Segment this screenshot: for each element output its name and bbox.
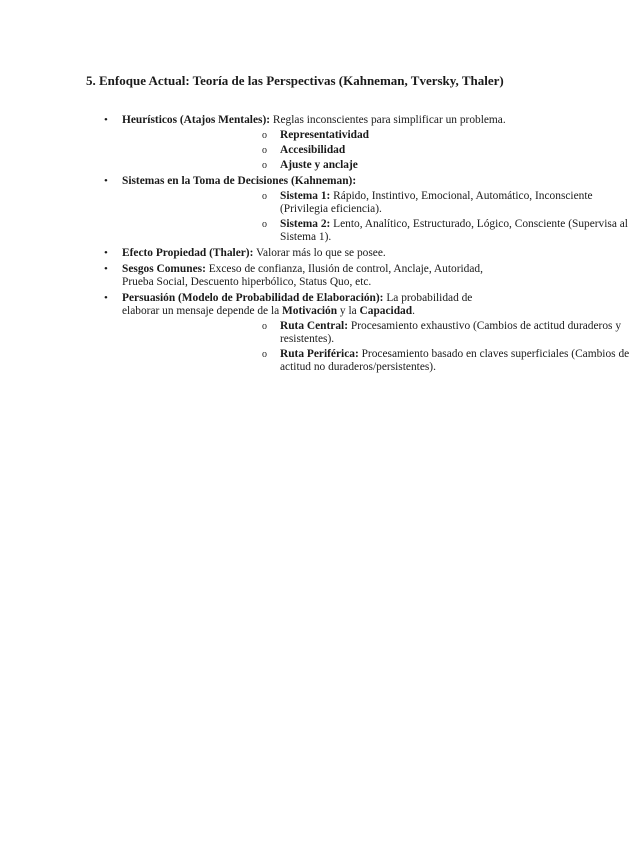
sub-bullet-icon: o	[262, 219, 267, 230]
item-emphasis: Capacidad	[359, 305, 413, 317]
sub-item-text: Lento, Analítico, Estructurado, Lógico, Consciente (Supervisa al Sistema 1).	[280, 218, 628, 243]
item-emphasis: Motivación	[282, 305, 338, 317]
item-term: Sistemas en la Toma de Decisiones (Kahneman):	[122, 175, 357, 187]
list-item-heuristicos	[0, 114, 512, 172]
sub-list-item	[122, 218, 635, 244]
bullet-icon: •	[104, 247, 108, 259]
item-text: Exceso de confianza, Ilusión de control, Anclaje, Autoridad, Prueba Social, Descuento hiperbólico, Status Quo, etc.	[122, 263, 483, 288]
item-term: Persuasión (Modelo de Probabilidad de Elaboración):	[122, 292, 384, 304]
sub-list-item	[122, 129, 635, 142]
sub-bullet-icon: o	[262, 145, 267, 156]
item-term: Heurísticos (Atajos Mentales):	[122, 114, 271, 126]
sub-list-item	[122, 159, 635, 172]
sub-item-text: Procesamiento basado en claves superficiales (Cambios de actitud no duraderos/persistentes).	[280, 348, 630, 373]
sub-list-item	[122, 320, 635, 346]
sub-item-term: Accesibilidad	[280, 144, 346, 156]
item-term: Efecto Propiedad (Thaler):	[122, 247, 254, 259]
sub-list-item	[122, 190, 635, 216]
sub-item-term: Ajuste y anclaje	[280, 159, 358, 171]
section-heading: 5. Enfoque Actual: Teoría de las Perspectivas (Kahneman, Tversky, Thaler)	[86, 73, 504, 88]
bullet-list	[0, 114, 630, 377]
list-item-persuasion	[0, 292, 630, 374]
sub-item-term: Representatividad	[280, 129, 370, 141]
item-text: Valorar más lo que se posee.	[253, 247, 386, 259]
bullet-icon: •	[104, 175, 108, 187]
item-text: La probabilidad de elaborar un mensaje depende de la	[122, 292, 473, 317]
sub-item-term: Sistema 1:	[280, 190, 331, 202]
sub-bullet-icon: o	[262, 191, 267, 202]
item-text: .	[412, 305, 415, 317]
sub-bullet-icon: o	[262, 130, 267, 141]
sub-item-text: Procesamiento exhaustivo (Cambios de actitud duraderos y resistentes).	[280, 320, 622, 345]
item-text: y la	[337, 305, 360, 317]
sub-bullet-icon: o	[262, 321, 267, 332]
sub-list-item	[122, 348, 635, 374]
sub-item-text: Rápido, Instintivo, Emocional, Automático, Inconsciente (Privilegia eficiencia).	[280, 190, 593, 215]
sub-bullet-icon: o	[262, 160, 267, 171]
sub-item-term: Ruta Periférica:	[280, 348, 359, 360]
bullet-icon: •	[104, 292, 108, 304]
bullet-icon: •	[104, 114, 108, 126]
sub-list-item	[122, 144, 635, 157]
sub-item-term: Ruta Central:	[280, 320, 349, 332]
list-item-efecto-propiedad	[0, 247, 512, 260]
sub-item-term: Sistema 2:	[280, 218, 331, 230]
list-item-sesgos	[0, 263, 512, 289]
sub-bullet-icon: o	[262, 349, 267, 360]
item-term: Sesgos Comunes:	[122, 263, 206, 275]
item-text: Reglas inconscientes para simplificar un problema.	[270, 114, 506, 126]
list-item-sistemas	[0, 175, 628, 244]
bullet-icon: •	[104, 263, 108, 275]
